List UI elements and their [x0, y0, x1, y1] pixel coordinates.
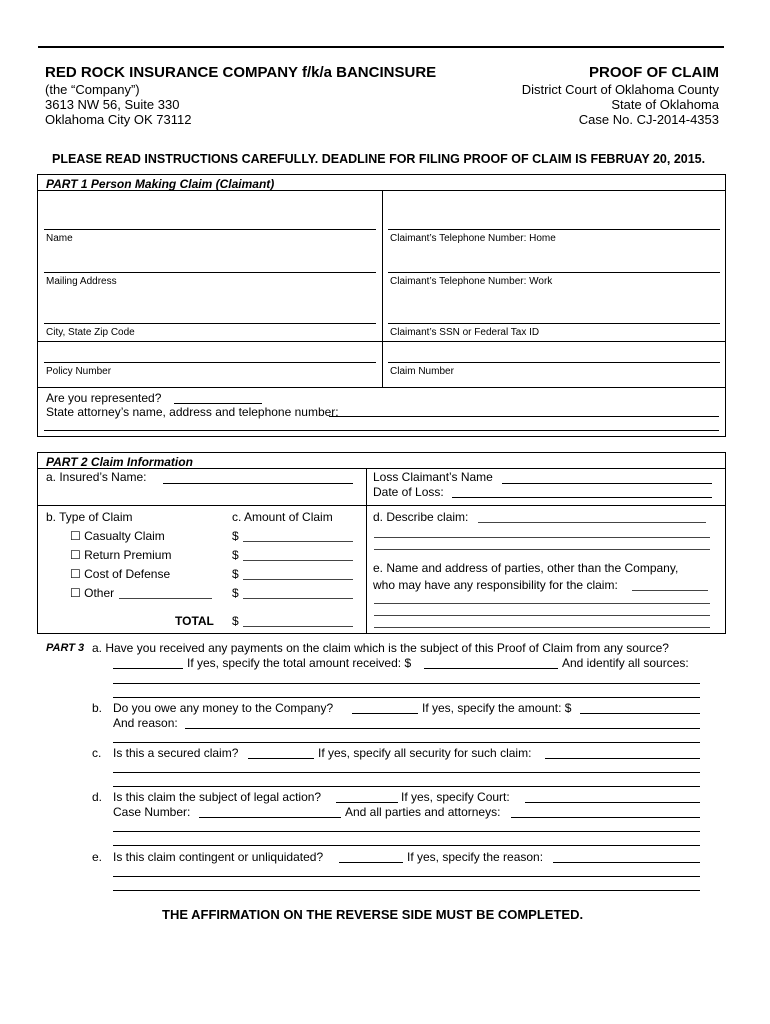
policy-number-field[interactable] [44, 362, 376, 363]
return-premium-label: Return Premium [84, 548, 172, 562]
describe-claim-label: d. Describe claim: [373, 510, 469, 524]
cost-of-defense-label: Cost of Defense [84, 567, 171, 581]
date-of-loss-field[interactable] [452, 497, 712, 498]
parties-field-3[interactable] [374, 615, 710, 616]
insured-name-field[interactable] [163, 483, 353, 484]
describe-field-1[interactable] [478, 522, 706, 523]
mailing-address-label: Mailing Address [46, 276, 117, 287]
attorney-field-2[interactable] [44, 430, 719, 431]
name-field[interactable] [44, 229, 376, 230]
part3-c-answer-field[interactable] [248, 758, 314, 759]
claim-number-field[interactable] [388, 362, 720, 363]
parties-field-1[interactable] [632, 590, 708, 591]
describe-field-2[interactable] [374, 537, 710, 538]
part1-divider [382, 190, 383, 387]
instructions-banner: PLEASE READ INSTRUCTIONS CAREFULLY. DEADLINE FOR FILING PROOF OF CLAIM IS FEBRUAY 20, 2015. [52, 152, 706, 166]
checkbox-icon[interactable]: ☐ [70, 529, 81, 543]
part1-title: PART 1 Person Making Claim (Claimant) [46, 177, 275, 191]
phone-home-label: Claimant’s Telephone Number: Home [390, 233, 556, 244]
part2-row-rule [38, 505, 725, 506]
checkbox-icon[interactable]: ☐ [70, 586, 81, 600]
policy-number-label: Policy Number [46, 366, 112, 377]
part3-d-case-label: Case Number: [113, 805, 191, 819]
part3-e-answer-field[interactable] [339, 862, 403, 863]
state-name: State of Oklahoma [611, 97, 719, 112]
checkbox-icon[interactable]: ☐ [70, 548, 81, 562]
part3-d-answer-field[interactable] [336, 802, 398, 803]
part3-d-parties-label: And all parties and attorneys: [345, 805, 501, 819]
checkbox-icon[interactable]: ☐ [70, 567, 81, 581]
total-label: TOTAL [175, 614, 214, 628]
attorney-label: State attorney’s name, address and telephone number: [46, 405, 339, 419]
part3-a-sources-label: And identify all sources: [562, 656, 689, 670]
part3-d-parties-field-3[interactable] [113, 845, 700, 846]
part2-divider [366, 468, 367, 633]
part3-b-reason-field-1[interactable] [185, 728, 700, 729]
ssn-field[interactable] [388, 323, 720, 324]
phone-work-label: Claimant’s Telephone Number: Work [390, 276, 553, 287]
describe-field-3[interactable] [374, 549, 710, 550]
ssn-label: Claimant’s SSN or Federal Tax ID [390, 327, 540, 338]
company-name: RED ROCK INSURANCE COMPANY f/k/a BANCINSURE [45, 64, 437, 81]
part3-b-letter: b. [92, 701, 103, 715]
phone-work-field[interactable] [388, 272, 720, 273]
company-alias: (the “Company”) [45, 82, 140, 97]
loss-claimant-label: Loss Claimant’s Name [373, 470, 493, 484]
cost-of-defense-amount-field[interactable] [243, 579, 353, 580]
part3-b-answer-field[interactable] [352, 713, 418, 714]
dollar-sign: $ [232, 586, 239, 600]
part3-d-case-field[interactable] [199, 817, 341, 818]
phone-home-field[interactable] [388, 229, 720, 230]
dollar-sign: $ [232, 614, 239, 628]
part3-b-reason-label: And reason: [113, 716, 178, 730]
return-premium-option[interactable] [70, 548, 171, 562]
part3-d-court-field[interactable] [525, 802, 700, 803]
other-option[interactable] [70, 586, 114, 600]
city-state-zip-field[interactable] [44, 323, 376, 324]
part3-b-question: Do you owe any money to the Company? [113, 701, 334, 715]
name-label: Name [46, 233, 73, 244]
parties-field-2[interactable] [374, 603, 710, 604]
part3-a-amount-field[interactable] [424, 668, 558, 669]
part3-d-parties-field-1[interactable] [511, 817, 700, 818]
top-rule [38, 46, 724, 48]
part3-c-security-label: If yes, specify all security for such claim: [318, 746, 532, 760]
amount-of-claim-label: c. Amount of Claim [232, 510, 333, 524]
part3-e-reason-field-3[interactable] [113, 890, 700, 891]
represented-label: Are you represented? [46, 391, 162, 405]
part3-b-reason-field-2[interactable] [113, 742, 700, 743]
part3-e-letter: e. [92, 850, 103, 864]
part3-c-security-field-2[interactable] [113, 772, 700, 773]
part3-c-security-field-1[interactable] [545, 758, 700, 759]
represented-field[interactable] [174, 403, 262, 404]
part3-e-reason-label: If yes, specify the reason: [407, 850, 544, 864]
part3-a-answer-field[interactable] [113, 668, 183, 669]
company-address-1: 3613 NW 56, Suite 330 [45, 97, 180, 112]
court-name: District Court of Oklahoma County [521, 82, 719, 97]
part3-a-sources-field-2[interactable] [113, 697, 700, 698]
part1-row-rule-1 [38, 341, 725, 342]
casualty-claim-label: Casualty Claim [84, 529, 165, 543]
part3-d-letter: d. [92, 790, 103, 804]
parties-label-1: e. Name and address of parties, other than the Company, [373, 561, 679, 575]
part3-e-reason-field-2[interactable] [113, 876, 700, 877]
part3-e-question: Is this claim contingent or unliquidated? [113, 850, 324, 864]
dollar-sign: $ [232, 529, 239, 543]
part2-title: PART 2 Claim Information [46, 455, 193, 469]
return-premium-amount-field[interactable] [243, 560, 353, 561]
part3-b-amount-label: If yes, specify the amount: $ [422, 701, 572, 715]
part3-c-question: Is this a secured claim? [113, 746, 239, 760]
dollar-sign: $ [232, 548, 239, 562]
part3-d-parties-field-2[interactable] [113, 831, 700, 832]
other-amount-field[interactable] [243, 598, 353, 599]
total-amount-field[interactable] [243, 626, 353, 627]
type-of-claim-label: b. Type of Claim [46, 510, 133, 524]
cost-of-defense-option[interactable] [70, 567, 170, 581]
dollar-sign: $ [232, 567, 239, 581]
parties-field-4[interactable] [374, 627, 710, 628]
city-state-zip-label: City, State Zip Code [46, 327, 135, 338]
part3-a-question: a. Have you received any payments on the claim which is the subject of this Proof of Claim from any source? [92, 641, 669, 655]
part3-c-letter: c. [92, 746, 102, 760]
part3-c-security-field-3[interactable] [113, 786, 700, 787]
part1-row-rule-2 [38, 387, 725, 388]
affirmation-notice: THE AFFIRMATION ON THE REVERSE SIDE MUST BE COMPLETED. [162, 907, 584, 922]
part3-e-reason-field-1[interactable] [553, 862, 700, 863]
doc-title: PROOF OF CLAIM [589, 64, 719, 81]
loss-claimant-field[interactable] [502, 483, 712, 484]
casualty-amount-field[interactable] [243, 541, 353, 542]
attorney-field[interactable] [329, 416, 719, 417]
part3-d-court-label: If yes, specify Court: [401, 790, 510, 804]
part3-d-question: Is this claim the subject of legal action? [113, 790, 322, 804]
other-label: Other [84, 586, 115, 600]
other-specify-field[interactable] [119, 598, 212, 599]
casualty-claim-option[interactable] [70, 529, 165, 543]
parties-label-2: who may have any responsibility for the claim: [373, 578, 618, 592]
part3-a-amount-label: If yes, specify the total amount received: $ [187, 656, 412, 670]
part3-label: PART 3 [46, 642, 85, 654]
date-of-loss-label: Date of Loss: [373, 485, 444, 499]
case-number: Case No. CJ-2014-4353 [578, 112, 719, 127]
part3-b-amount-field[interactable] [580, 713, 700, 714]
part3-a-sources-field-1[interactable] [113, 683, 700, 684]
company-address-2: Oklahoma City OK 73112 [45, 112, 192, 127]
claim-number-label: Claim Number [390, 366, 454, 377]
mailing-address-field[interactable] [44, 272, 376, 273]
insured-name-label: a. Insured’s Name: [46, 470, 147, 484]
